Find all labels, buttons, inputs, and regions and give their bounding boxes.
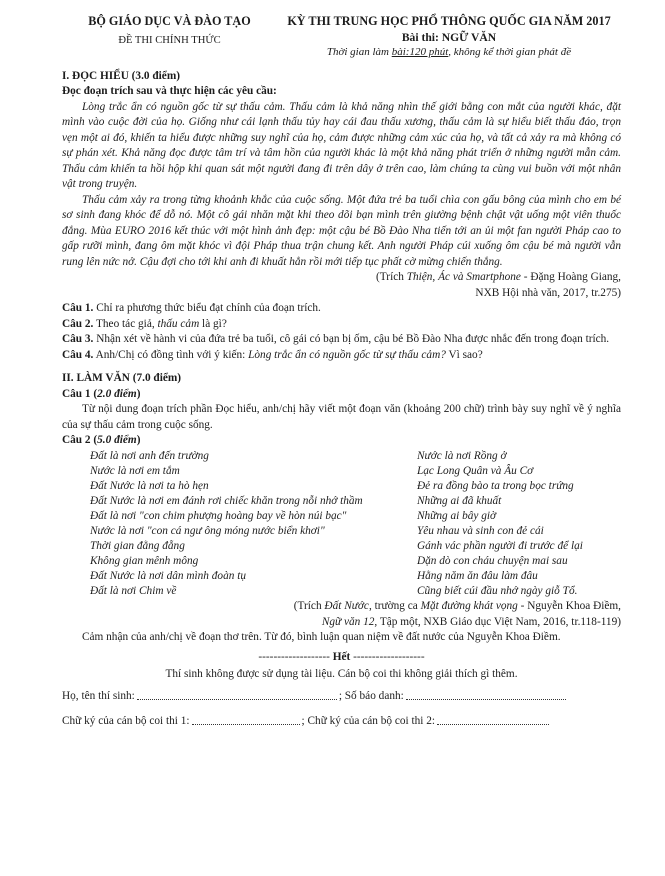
- src-c: - Đặng Hoàng Giang,: [520, 271, 621, 283]
- time-line: [277, 45, 621, 61]
- official-label: ĐỀ THI CHÍNH THỨC: [118, 34, 221, 46]
- q4-text-a: Anh/Chị có đồng tình với ý kiến:: [93, 348, 249, 361]
- psrc-a: (Trích: [293, 600, 325, 613]
- cau1-close: ): [136, 387, 141, 400]
- psrc-b: Đất Nước: [324, 600, 369, 613]
- time-suffix: , không kể thời gian phát đề: [448, 46, 572, 58]
- ministry-name: BỘ GIÁO DỤC VÀ ĐÀO TẠO: [88, 14, 251, 28]
- q4-label: Câu 4.: [62, 348, 94, 361]
- q4-text-c: Vì sao?: [445, 348, 483, 361]
- poem-line: Không gian mênh mông: [90, 555, 199, 568]
- poem-line: Gánh vác phần người đi trước để lại: [417, 540, 583, 553]
- poem-line: Đất là nơi "con chim phượng hoàng bay về hòn núi bạc": [90, 509, 347, 522]
- poem-line: Nước là nơi em tắm: [90, 464, 180, 477]
- poem-block: [62, 449, 621, 600]
- footer-note: Thí sinh không được sử dụng tài liệu. Cán bộ coi thi không giải thích gì thêm.: [165, 668, 518, 681]
- psrc-d: Mặt đường khát vọng: [420, 600, 518, 613]
- poem-line: Những ai bây giờ: [417, 509, 497, 522]
- poem-line: Nước là nơi "con cá ngư ông móng nước biển khơi": [90, 524, 325, 537]
- cau1-label: Câu 1 (: [62, 387, 98, 400]
- poem-line: Đất là nơi Chim về: [90, 585, 177, 598]
- end-marker: [62, 650, 621, 666]
- poem-line: Nước là nơi Rồng ở: [417, 449, 507, 462]
- poem-line: Lạc Long Quân và Âu Cơ: [417, 464, 534, 477]
- header-right: [277, 14, 621, 61]
- supervisor-row: [62, 714, 621, 730]
- poem-line: Đất Nước là nơi dân mình đoàn tụ: [90, 570, 246, 583]
- sig1-label: Chữ ký của cán bộ coi thi 1:: [62, 715, 190, 728]
- q2-text-b: thấu cảm: [157, 317, 200, 330]
- poem-line: Đẻ ra đồng bào ta trong bọc trứng: [417, 479, 574, 492]
- cau1-heading: [62, 387, 621, 403]
- psrc-e: - Nguyễn Khoa Điềm,: [517, 600, 621, 613]
- header: [62, 14, 621, 61]
- cau1-text: Từ nội dung đoạn trích phần Đọc hiểu, anh/chị hãy viết một đoạn văn (khoảng 200 chữ) trình bày suy nghĩ về ý nghĩa của sự thấu cảm trong cuộc sống.: [62, 403, 621, 431]
- poem-line: Hằng năm ăn đâu làm đâu: [417, 570, 538, 583]
- subject-line: Bài thi: NGỮ VĂN: [401, 30, 497, 44]
- passage-source-2: NXB Hội nhà văn, 2017, tr.275): [475, 286, 621, 299]
- poem-source-1: [62, 599, 621, 615]
- q4-text-b: Lòng trắc ẩn có nguồn gốc từ sự thấu cảm?: [248, 348, 446, 361]
- sig2-field[interactable]: [437, 714, 549, 725]
- question-3: [62, 332, 621, 348]
- poem-line: Đất Nước là nơi ta hò hẹn: [90, 479, 209, 492]
- src-book-title: Thiện, Ác và Smartphone: [406, 271, 521, 283]
- poem-line: Những ai đã khuất: [417, 494, 502, 507]
- poem-line: Dặn dò con cháu chuyện mai sau: [417, 555, 568, 568]
- cau1-points: 2.0 điểm: [97, 387, 137, 400]
- candidate-row: [62, 689, 621, 705]
- cau2-points: 5.0 điểm: [97, 434, 137, 446]
- sbd-field[interactable]: [406, 689, 566, 700]
- sbd-label: ; Số báo danh:: [338, 689, 404, 702]
- end-dashes-left: -------------------: [258, 650, 330, 663]
- poem-line: Cũng biết cúi đầu nhớ ngày giỗ Tổ.: [417, 585, 578, 598]
- cau2-heading: [62, 433, 621, 449]
- name-label: Họ, tên thí sinh:: [62, 689, 135, 702]
- part2-heading: II. LÀM VĂN (7.0 điểm): [62, 372, 182, 384]
- poem-line: Yêu nhau và sinh con đẻ cái: [417, 524, 544, 537]
- exam-title: KỲ THI TRUNG HỌC PHỔ THÔNG QUỐC GIA NĂM 2017: [287, 14, 611, 28]
- poem-line: Thời gian đằng đẵng: [90, 540, 185, 553]
- poem-line: Đất là nơi anh đến trường: [90, 449, 209, 462]
- cau2-label: Câu 2 (: [62, 434, 98, 446]
- sig1-field[interactable]: [192, 714, 300, 725]
- sig2-label: ; Chữ ký của cán bộ coi thi 2:: [301, 715, 436, 728]
- passage-paragraph-2: Thấu cảm xảy ra trong từng khoảnh khắc của cuộc sống. Một đứa trẻ ba tuổi chìa con gấu bông của mình cho em bé sơ sinh đang khóc để dỗ nó. Một cô gái nhăn mặt khi theo dõi bạn mình trên giường bệnh chật vật uống một viên thuốc đắng. Mùa EURO 2016 kết thúc với một hình ảnh đẹp: một cậu bé Bồ Đào Nha tiến tới an ủi một fan người Pháp cao to gấp rưỡi mình, đang ôm mặt khóc vì đội Pháp thua trận chung kết. Anh người Pháp cúi xuống ôm cậu bé mà người vẫn rung lên nức nở. Cậu đợi cho tới khi anh đi khuất hẳn rồi mới tiếp tục phất cờ mừng chiến thắng.: [62, 193, 621, 268]
- q2-text-c: là gì?: [199, 317, 227, 330]
- passage-source-1: [62, 270, 621, 286]
- cau2-task: Cảm nhận của anh/chị về đoạn thơ trên. Từ đó, bình luận quan niệm về đất nước của Nguyễn Khoa Điềm.: [82, 631, 561, 644]
- q2-label: Câu 2.: [62, 317, 94, 330]
- poem-source-2: [62, 615, 621, 631]
- q3-text: Nhận xét về hành vi của đứa trẻ ba tuổi, cô gái có bạn bị ốm, cậu bé Bồ Đào Nha được nhắc đến trong đoạn trích.: [93, 333, 610, 345]
- end-dashes-right: -------------------: [353, 650, 425, 663]
- name-field[interactable]: [137, 689, 337, 700]
- end-word: Hết: [332, 650, 351, 663]
- q1-label: Câu 1.: [62, 302, 94, 314]
- cau2-close: ): [136, 434, 141, 446]
- question-2: [62, 317, 621, 333]
- src-a: (Trích: [376, 271, 407, 283]
- time-prefix: Thời gian làm: [326, 46, 392, 58]
- psrc-c: , trường ca: [368, 600, 421, 613]
- time-underlined: bài:120 phút: [391, 46, 449, 58]
- part1-instruction: Đọc đoạn trích sau và thực hiện các yêu cầu:: [62, 85, 277, 97]
- q3-label: Câu 3.: [62, 333, 94, 345]
- poem-right-column: [417, 449, 621, 600]
- poem-line: Đất Nước là nơi em đánh rơi chiếc khăn trong nỗi nhớ thầm: [90, 494, 363, 507]
- q2-text-a: Theo tác giả,: [93, 317, 158, 330]
- passage-paragraph-1: Lòng trắc ẩn có nguồn gốc từ sự thấu cảm. Thấu cảm là khả năng nhìn thế giới bằng con mắt của người khác, đặt mình vào cuộc đời của họ. Giống như cái lạnh thấu tủy hay cái đau thấu xương, thấu cảm là sự hiểu biết thấu đáo, trọn vẹn một ai đó, khiến ta hiểu được những suy nghĩ của họ, cảm được những cảm xúc của họ, và tất cả xảy ra mà không có sự phán xét. Khả năng đọc được tâm trí và tâm hồn của người khác là một khả năng phát triển ở những người mẫn cảm. Thấu cảm khiến ta hồi hộp khi quan sát một người đang đi trên dây ở trên cao, làm chúng ta cùng vui buồn với một nhân vật trong truyện.: [62, 100, 621, 190]
- header-left: [62, 14, 277, 61]
- question-4: [62, 348, 621, 364]
- question-1: [62, 301, 621, 317]
- poem-left-column: [62, 449, 417, 600]
- q1-text: Chỉ ra phương thức biểu đạt chính của đoạn trích.: [93, 302, 321, 314]
- psrc2-a: Ngữ văn 12: [321, 615, 375, 628]
- part1-heading: I. ĐỌC HIỂU (3.0 điểm): [62, 69, 180, 82]
- psrc2-b: , Tập một, NXB Giáo dục Việt Nam, 2016, tr.118-119): [374, 615, 621, 628]
